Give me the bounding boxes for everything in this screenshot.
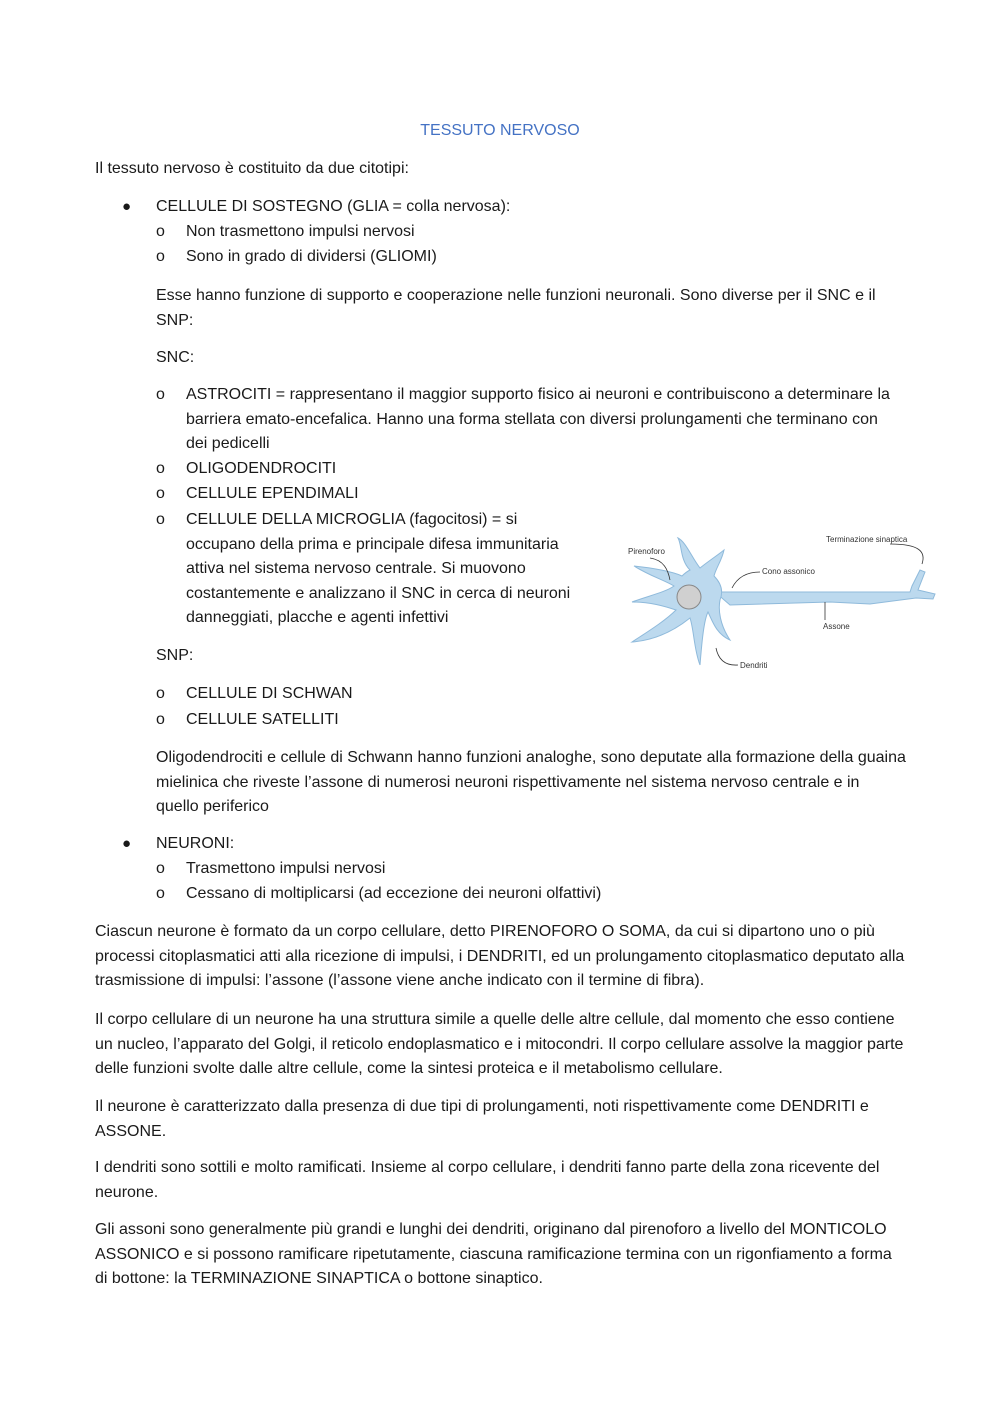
- intro-text: Il tessuto nervoso è costituito da due citotipi:: [95, 160, 409, 177]
- bullet-neuroni: [122, 832, 235, 857]
- paragraph-corpo-cellulare: Il corpo cellulare di un neurone ha una struttura simile a quelle delle altre cellule, dal momento che esso contiene un nucleo, l’apparato del Golgi, il reticolo endoplasmatico e i mitocondri. Il corpo cellulare assolve la maggior parte delle funzioni svolte dalle altre cellule, come la sintesi proteica e il metabolismo cellulare.: [95, 1011, 904, 1077]
- sub-bullet-marker: o: [156, 386, 165, 403]
- item-text: Non trasmettono impulsi nervosi: [186, 223, 415, 240]
- glia-item: [156, 245, 906, 270]
- bullet-glia: [122, 195, 511, 220]
- label-cono: Cono assonico: [762, 567, 815, 576]
- item-text: CELLULE DI SCHWAN: [186, 685, 353, 702]
- sub-bullet-marker: o: [156, 685, 165, 702]
- neuroni-item: [156, 857, 906, 882]
- neuroni-heading: NEURONI:: [156, 835, 235, 852]
- snc-item-ependimali: [156, 482, 906, 507]
- glia-description: Esse hanno funzione di supporto e cooperazione nelle funzioni neuronali. Sono diverse per il SNC e il SNP:: [156, 287, 876, 329]
- snp-item: [156, 682, 906, 707]
- label-assone: Assone: [823, 622, 850, 631]
- sub-bullet-marker: o: [156, 885, 165, 902]
- item-text: OLIGODENDROCITI: [186, 460, 337, 477]
- bullet-dot: ●: [122, 198, 132, 215]
- paragraph-soma: Ciascun neurone è formato da un corpo cellulare, detto PIRENOFORO O SOMA, da cui si dipartono uno o più processi citoplasmatici atti alla ricezione di impulsi, i DENDRITI, ed un prolungamento citoplasmatico deputato alla trasmissione di impulsi: l’assone (l’assone viene anche indicato con il termine di fibra).: [95, 923, 905, 989]
- snc-item-microglia: [156, 508, 591, 631]
- snc-label: SNC:: [156, 349, 195, 366]
- neuroni-item: [156, 882, 906, 907]
- snc-item-oligodendrociti: [156, 457, 906, 482]
- item-text: ASTROCITI = rappresentano il maggior supporto fisico ai neuroni e contribuiscono a determinare la barriera emato-encefalica. Hanno una forma stellata con diversi prolungamenti che terminano con dei pedicelli: [186, 386, 890, 452]
- snp-label: SNP:: [156, 647, 194, 664]
- label-dendriti: Dendriti: [740, 661, 768, 670]
- item-text: Cessano di moltiplicarsi (ad eccezione dei neuroni olfattivi): [186, 885, 602, 902]
- nucleus-shape: [677, 585, 701, 609]
- paragraph-assoni: Gli assoni sono generalmente più grandi e lunghi dei dendriti, originano dal pirenoforo a livello del MONTICOLO ASSONICO e si possono ramificare ripetutamente, ciascuna ramificazione termina con un rigonfiamento a forma di bottone: la TERMINAZIONE SINAPTICA o bottone sinaptico.: [95, 1221, 892, 1287]
- sub-bullet-marker: o: [156, 248, 165, 265]
- item-text: Sono in grado di dividersi (GLIOMI): [186, 248, 437, 265]
- sub-bullet-marker: o: [156, 711, 165, 728]
- glia-note: Oligodendrociti e cellule di Schwann hanno funzioni analoghe, sono deputate alla formazione della guaina mielinica che riveste l’assone di numerosi neuroni rispettivamente nel sistema nervoso centrale e in quello periferico: [156, 749, 906, 815]
- item-text: CELLULE SATELLITI: [186, 711, 339, 728]
- snp-item: [156, 708, 906, 733]
- sub-bullet-marker: o: [156, 485, 165, 502]
- item-text: CELLULE DELLA MICROGLIA (fagocitosi) = si occupano della prima e principale difesa immunitaria attiva nel sistema nervoso centrale. Si muovono costantemente e analizzano il SNC in cerca di neuroni danneggiati, placche e agenti infettivi: [186, 511, 571, 626]
- paragraph-dendriti: I dendriti sono sottili e molto ramificati. Insieme al corpo cellulare, i dendriti fanno parte della zona ricevente del neurone.: [95, 1159, 880, 1201]
- paragraph-prolungamenti: Il neurone è caratterizzato dalla presenza di due tipi di prolungamenti, noti rispettivamente come DENDRITI e ASSONE.: [95, 1098, 869, 1140]
- glia-item: [156, 220, 906, 245]
- bullet-dot: ●: [122, 835, 132, 852]
- axon-shape: [715, 570, 935, 605]
- snc-item-astrociti: [156, 383, 901, 457]
- sub-bullet-marker: o: [156, 223, 165, 240]
- item-text: Trasmettono impulsi nervosi: [186, 860, 386, 877]
- glia-heading: CELLULE DI SOSTEGNO (GLIA = colla nervosa):: [156, 198, 511, 215]
- sub-bullet-marker: o: [156, 860, 165, 877]
- sub-bullet-marker: o: [156, 460, 165, 477]
- page-title: TESSUTO NERVOSO: [420, 122, 580, 139]
- neuron-diagram: [620, 530, 940, 675]
- label-terminazione: Terminazione sinaptica: [826, 535, 908, 544]
- item-text: CELLULE EPENDIMALI: [186, 485, 359, 502]
- label-pirenoforo: Pirenoforo: [628, 547, 665, 556]
- sub-bullet-marker: o: [156, 511, 165, 528]
